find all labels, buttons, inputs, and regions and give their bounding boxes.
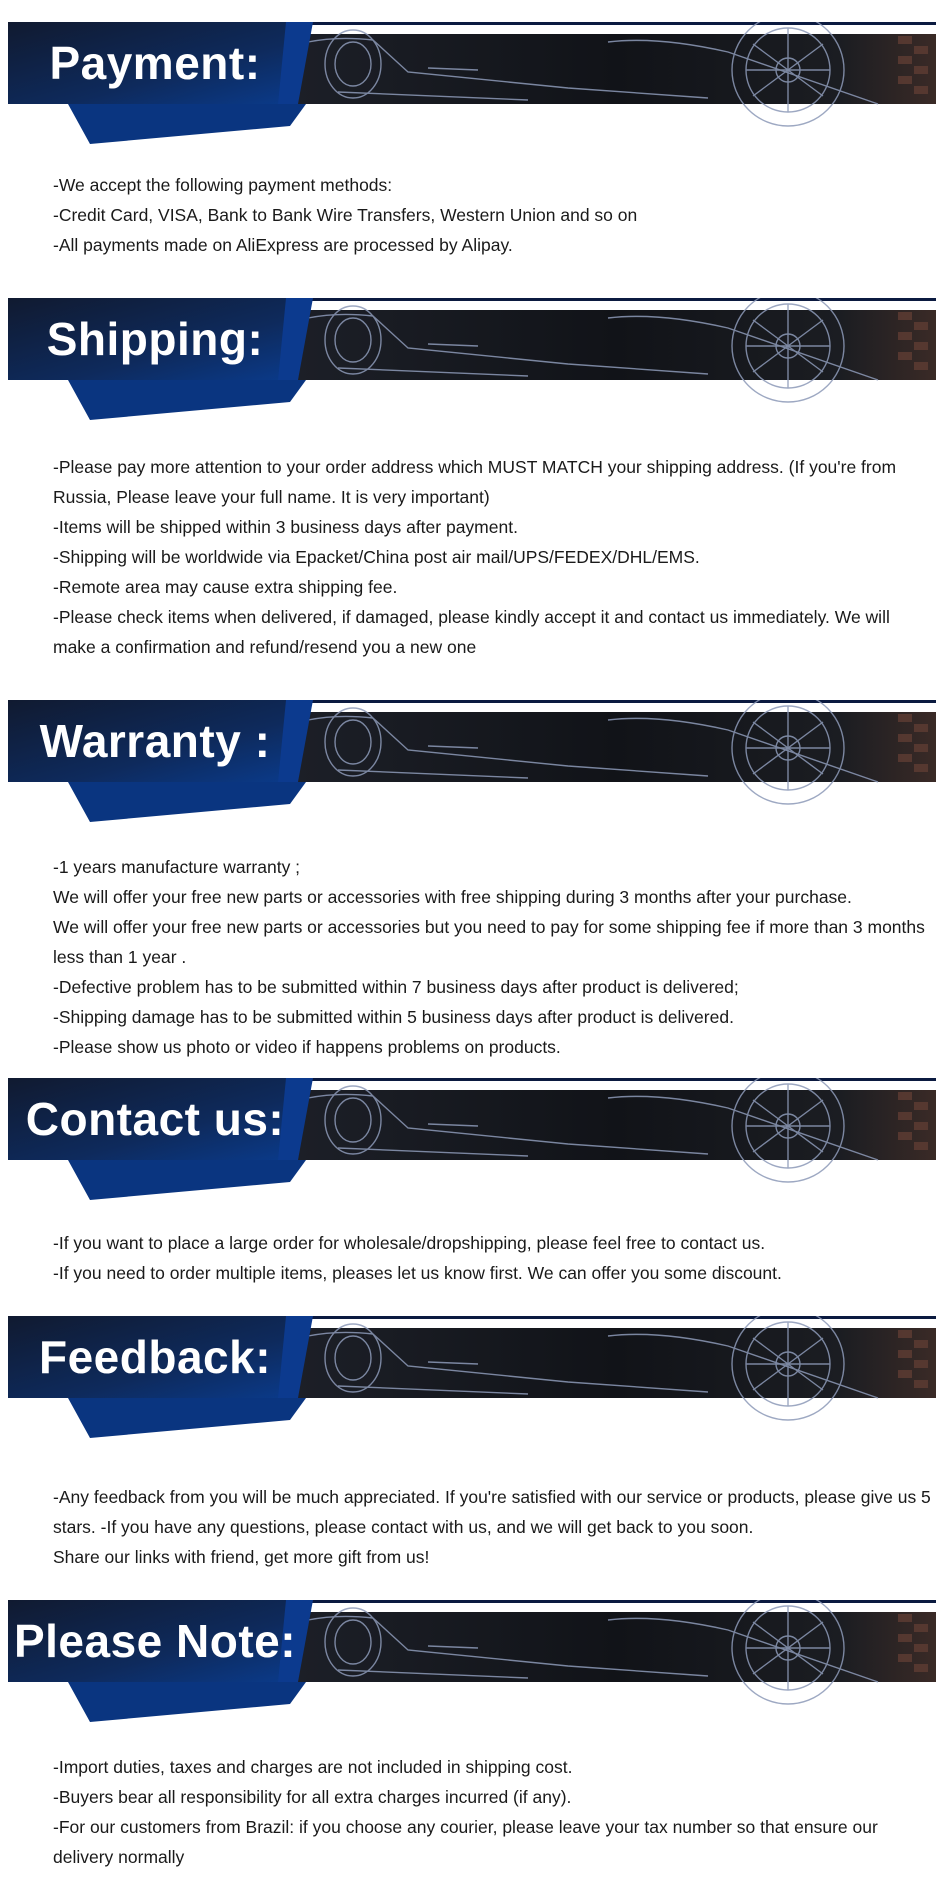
body-line: -All payments made on AliExpress are processed by Alipay. [53,235,513,255]
body-line: -Remote area may cause extra shipping fee. [53,577,398,597]
body-line: We will offer your free new parts or accessories with free shipping during 3 months after your purchase. [53,887,852,907]
section-body [53,1752,935,1872]
section-body [53,452,935,662]
body-line: -We accept the following payment methods: [53,175,393,195]
body-line: -Import duties, taxes and charges are not included in shipping cost. [53,1757,573,1777]
body-line: -Please pay more attention to your order address which MUST MATCH your shipping address. (If you're from Russia, Please leave your full name. It is very important) [53,457,897,507]
body-line: -Please show us photo or video if happens problems on products. [53,1037,561,1057]
section-body [53,1482,935,1572]
body-line: -Buyers bear all responsibility for all extra charges incurred (if any). [53,1787,572,1807]
section-title: Shipping: [46,313,264,365]
body-line: -1 years manufacture warranty ; [53,857,301,877]
body-line: -Items will be shipped within 3 business days after payment. [53,517,518,537]
body-line: -Credit Card, VISA, Bank to Bank Wire Transfers, Western Union and so on [53,205,638,225]
section-body [53,852,935,1062]
section-title: Please Note: [13,1615,297,1667]
body-line: -Defective problem has to be submitted within 7 business days after product is delivered; [53,977,739,997]
section-title: Warranty : [39,715,271,767]
body-line: -If you want to place a large order for wholesale/dropshipping, please feel free to contact us. [53,1233,766,1253]
body-line: -Shipping will be worldwide via Epacket/China post air mail/UPS/FEDEX/DHL/EMS. [53,547,700,567]
body-line: We will offer your free new parts or accessories but you need to pay for some shipping fee if more than 3 months less than 1 year . [53,917,925,967]
section-body [53,1228,935,1288]
section-title: Payment: [49,37,261,89]
body-line: -If you need to order multiple items, pleases let us know first. We can offer you some discount. [53,1263,782,1283]
body-line: -Shipping damage has to be submitted within 5 business days after product is delivered. [53,1007,734,1027]
section-title: Feedback: [38,1331,272,1383]
body-line: Share our links with friend, get more gift from us! [53,1547,430,1567]
body-line: -Please check items when delivered, if damaged, please kindly accept it and contact us immediately. We will make a confirmation and refund/resend you a new one [53,607,890,657]
section-title: Contact us: [25,1093,285,1145]
body-line: -For our customers from Brazil: if you choose any courier, please leave your tax number so that ensure our delivery normally [53,1817,878,1867]
section-body [53,170,935,260]
body-line: -Any feedback from you will be much appreciated. If you're satisfied with our service or products, please give us 5 stars. -If you have any questions, please contact with us, and we will get back to you soon. [53,1487,931,1537]
